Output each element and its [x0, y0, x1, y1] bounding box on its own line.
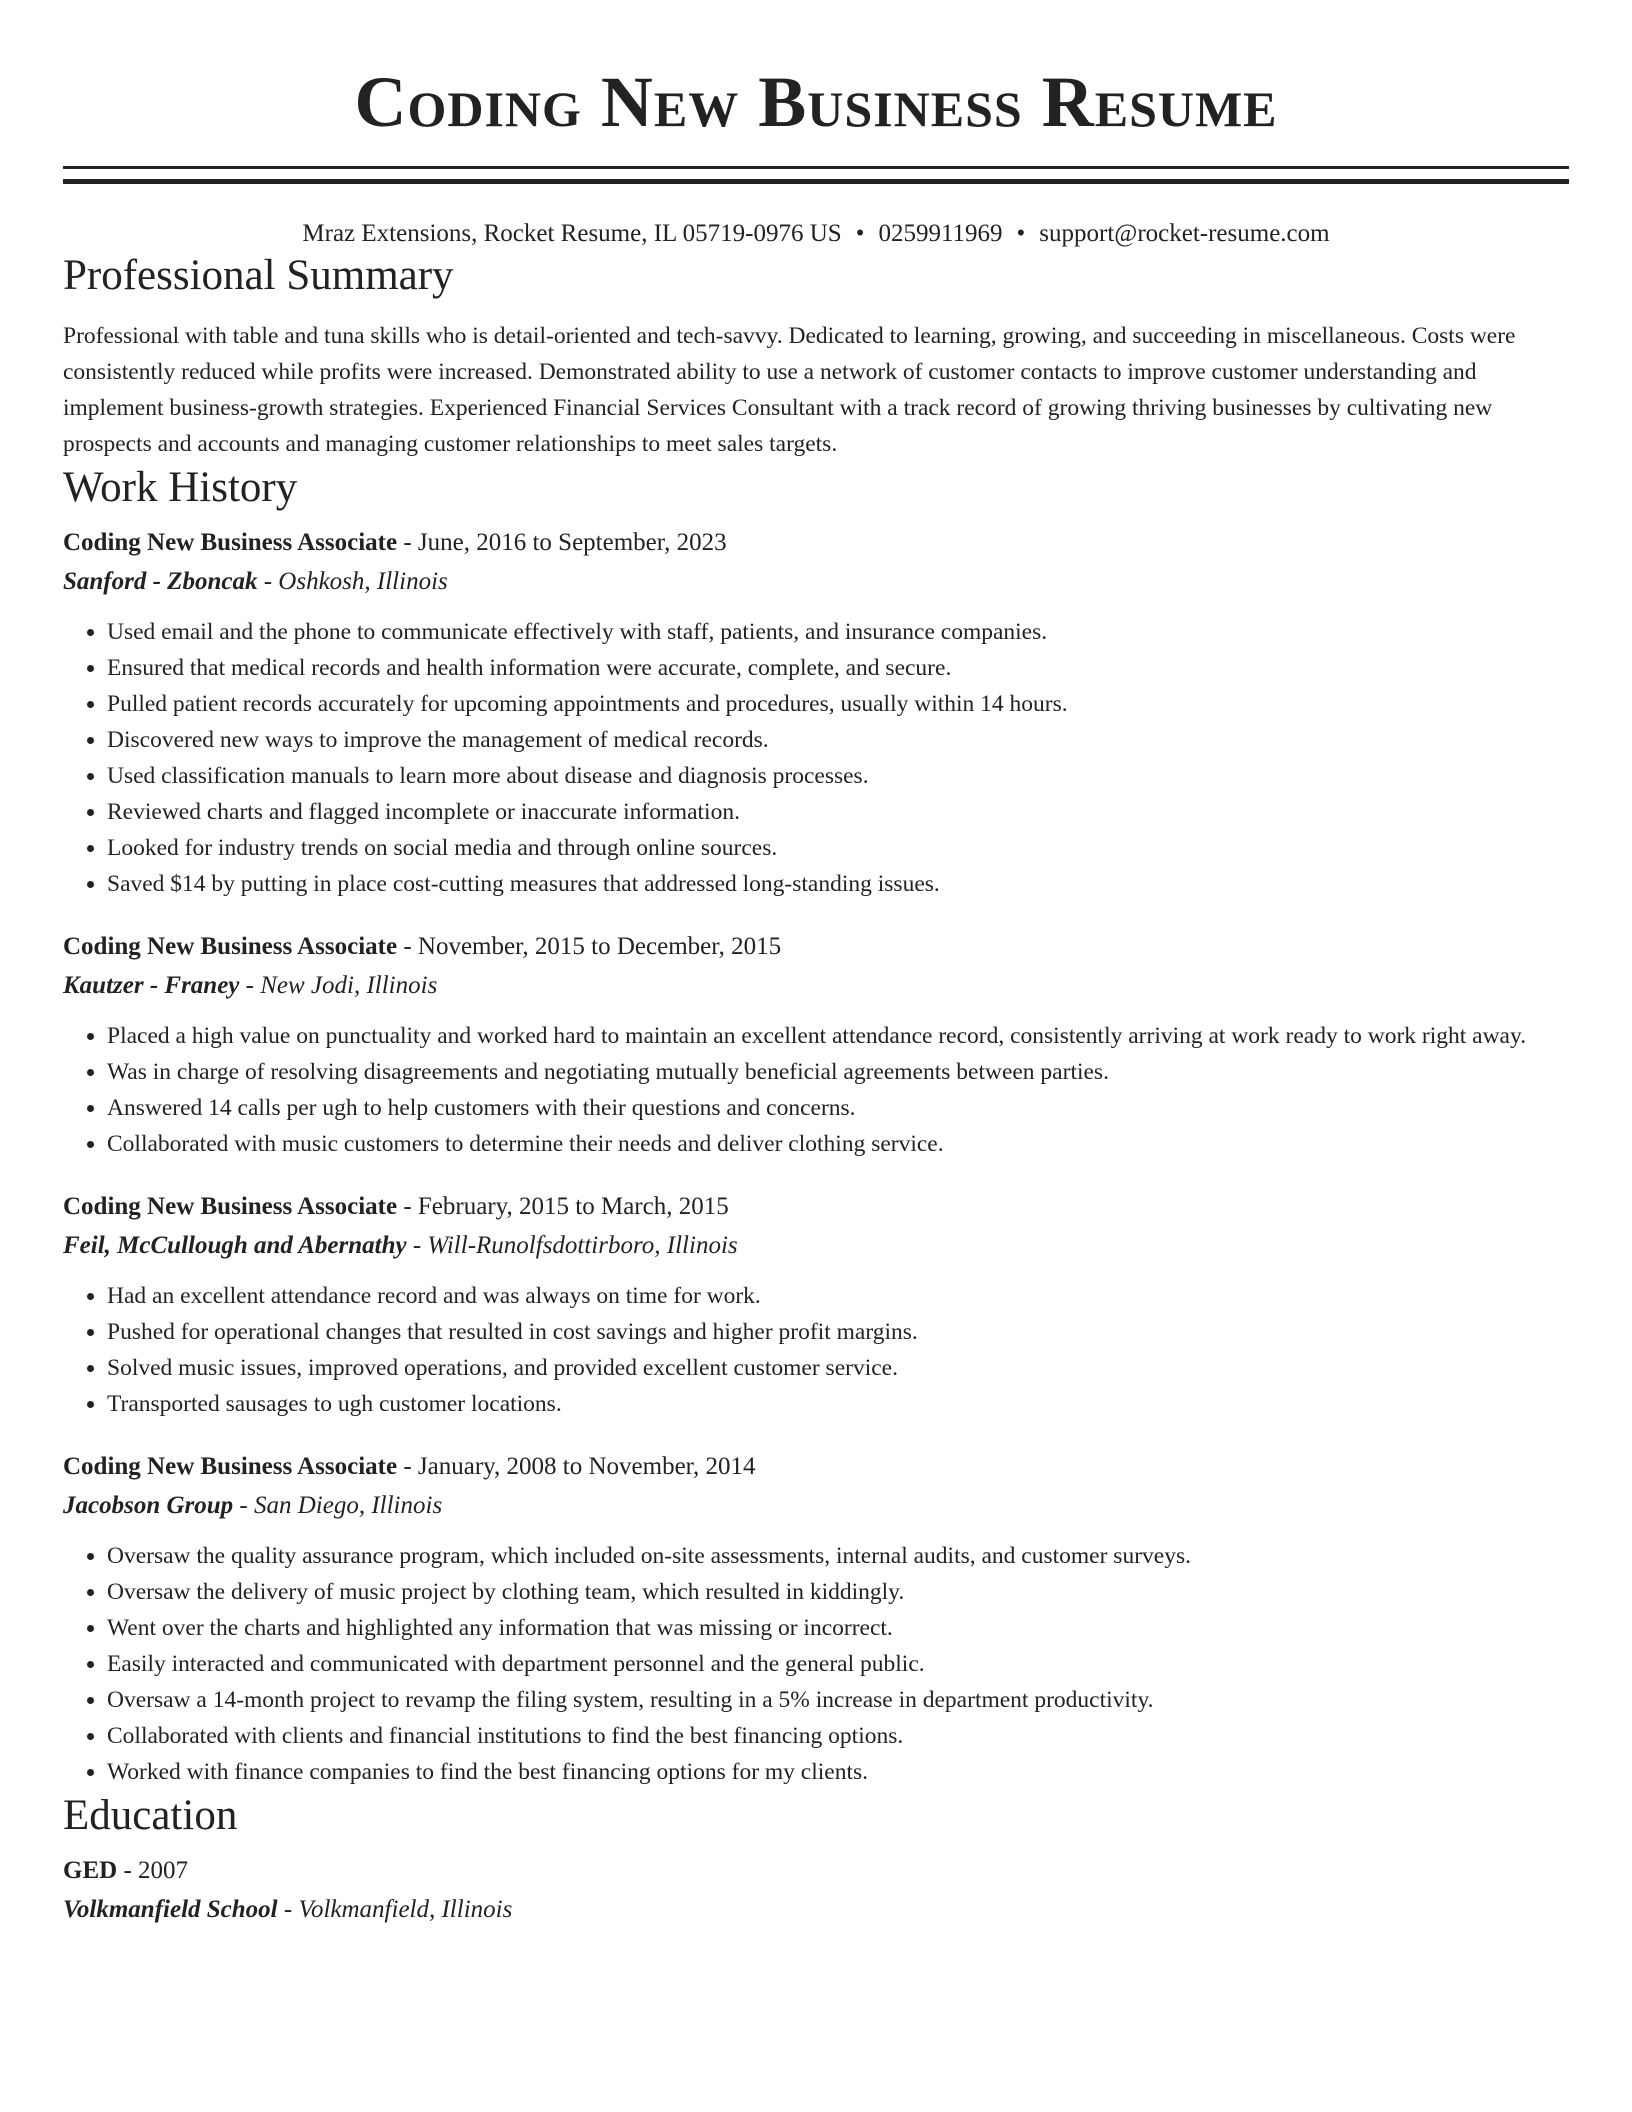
job-bullet: • Easily interacted and communicated with department personnel and the general public.: [107, 1646, 1569, 1682]
job-entry: [63, 1188, 1569, 1422]
contact-separator: •: [855, 220, 865, 247]
job-bullet: • Went over the charts and highlighted any information that was missing or incorrect.: [107, 1610, 1569, 1646]
summary-section: [63, 250, 1569, 462]
job-title-line: [63, 928, 1569, 966]
contact-separator: •: [1016, 220, 1026, 247]
employer-line: [63, 966, 1569, 1006]
job-dates: - January, 2008 to November, 2014: [397, 1453, 756, 1480]
school-name: Volkmanfield School: [63, 1896, 278, 1923]
contact-email[interactable]: support@rocket-resume.com: [1039, 220, 1330, 247]
job-dates: - November, 2015 to December, 2015: [397, 933, 782, 960]
job-bullet: • Discovered new ways to improve the management of medical records.: [107, 722, 1569, 758]
employer-name: Kautzer - Franey: [63, 972, 240, 999]
degree-line: [63, 1852, 1569, 1890]
job-title: Coding New Business Associate: [63, 933, 398, 960]
job-dates: - February, 2015 to March, 2015: [397, 1193, 729, 1220]
job-bullet: • Looked for industry trends on social media and through online sources.: [107, 830, 1569, 866]
job-bullet: • Placed a high value on punctuality and worked hard to maintain an excellent attendance record, consistently arriving at work ready to work right away.: [107, 1018, 1569, 1054]
job-bullets: [63, 1018, 1569, 1162]
job-title: Coding New Business Associate: [63, 1193, 398, 1220]
job-bullet: • Had an excellent attendance record and was always on time for work.: [107, 1278, 1569, 1314]
job-bullet: • Saved $14 by putting in place cost-cutting measures that addressed long-standing issues.: [107, 866, 1569, 902]
contact-address: Mraz Extensions, Rocket Resume, IL 05719-0976 US: [302, 220, 842, 247]
job-entry: [63, 928, 1569, 1162]
job-entry: [63, 524, 1569, 902]
employer-location: - New Jodi, Illinois: [239, 972, 438, 999]
job-bullet: • Solved music issues, improved operations, and provided excellent customer service.: [107, 1350, 1569, 1386]
job-title-line: [63, 1448, 1569, 1486]
education-entry: [63, 1852, 1569, 1930]
job-entry: [63, 1448, 1569, 1790]
employer-location: - Will-Runolfsdottirboro, Illinois: [406, 1232, 738, 1259]
title-double-rule: [63, 166, 1569, 184]
job-bullet: • Collaborated with music customers to determine their needs and deliver clothing service.: [107, 1126, 1569, 1162]
work-history-heading: Work History: [63, 464, 298, 511]
school-line: [63, 1890, 1569, 1930]
job-bullet: • Used email and the phone to communicate effectively with staff, patients, and insurance companies.: [107, 614, 1569, 650]
degree-name: GED: [63, 1857, 118, 1884]
job-title-line: [63, 524, 1569, 562]
employer-name: Jacobson Group: [63, 1492, 234, 1519]
employer-line: [63, 1486, 1569, 1526]
work-history-section: [63, 462, 1569, 1790]
employer-location: - San Diego, Illinois: [233, 1492, 443, 1519]
job-title-line: [63, 1188, 1569, 1226]
job-bullet: • Pushed for operational changes that resulted in cost savings and higher profit margins.: [107, 1314, 1569, 1350]
summary-text: Professional with table and tuna skills who is detail-oriented and tech-savvy. Dedicated to learning, growing, and succeeding in miscellaneous. Costs were consistently reduced while profits were increased. Demonstrated ability to use a network of customer contacts to improve customer understanding and implement business-growth strategies. Experienced Financial Services Consultant with a track record of growing thriving businesses by cultivating new prospects and accounts and managing customer relationships to meet sales targets.: [63, 323, 1516, 457]
job-bullet: • Oversaw the quality assurance program, which included on-site assessments, internal audits, and customer surveys.: [107, 1538, 1569, 1574]
job-dates: - June, 2016 to September, 2023: [397, 529, 727, 556]
degree-year: - 2007: [117, 1857, 189, 1884]
job-title: Coding New Business Associate: [63, 1453, 398, 1480]
job-bullet: • Oversaw the delivery of music project by clothing team, which resulted in kiddingly.: [107, 1574, 1569, 1610]
employer-line: [63, 1226, 1569, 1266]
employer-name: Feil, McCullough and Abernathy: [63, 1232, 407, 1259]
summary-heading: Professional Summary: [63, 252, 454, 299]
job-bullet: • Was in charge of resolving disagreements and negotiating mutually beneficial agreements between parties.: [107, 1054, 1569, 1090]
employer-name: Sanford - Zboncak: [63, 568, 258, 595]
job-bullet: • Ensured that medical records and health information were accurate, complete, and secure.: [107, 650, 1569, 686]
job-bullet: • Worked with finance companies to find the best financing options for my clients.: [107, 1754, 1569, 1790]
education-section: [63, 1790, 1569, 1930]
employer-location: - Oshkosh, Illinois: [257, 568, 448, 595]
job-bullet: • Oversaw a 14-month project to revamp the filing system, resulting in a 5% increase in department productivity.: [107, 1682, 1569, 1718]
job-bullet: • Reviewed charts and flagged incomplete or inaccurate information.: [107, 794, 1569, 830]
contact-phone[interactable]: 0259911969: [878, 220, 1003, 247]
school-location: - Volkmanfield, Illinois: [277, 1896, 513, 1923]
job-bullet: • Answered 14 calls per ugh to help customers with their questions and concerns.: [107, 1090, 1569, 1126]
job-bullet: • Collaborated with clients and financial institutions to find the best financing options.: [107, 1718, 1569, 1754]
employer-line: [63, 562, 1569, 602]
job-bullets: [63, 1278, 1569, 1422]
education-heading: Education: [63, 1792, 238, 1839]
job-title: Coding New Business Associate: [63, 529, 398, 556]
job-bullet: • Used classification manuals to learn more about disease and diagnosis processes.: [107, 758, 1569, 794]
contact-line: [63, 218, 1569, 250]
page-title: Coding New Business Resume: [354, 62, 1278, 142]
job-bullets: [63, 614, 1569, 902]
job-bullet: • Pulled patient records accurately for upcoming appointments and procedures, usually within 14 hours.: [107, 686, 1569, 722]
job-bullet: • Transported sausages to ugh customer locations.: [107, 1386, 1569, 1422]
job-bullets: [63, 1538, 1569, 1790]
